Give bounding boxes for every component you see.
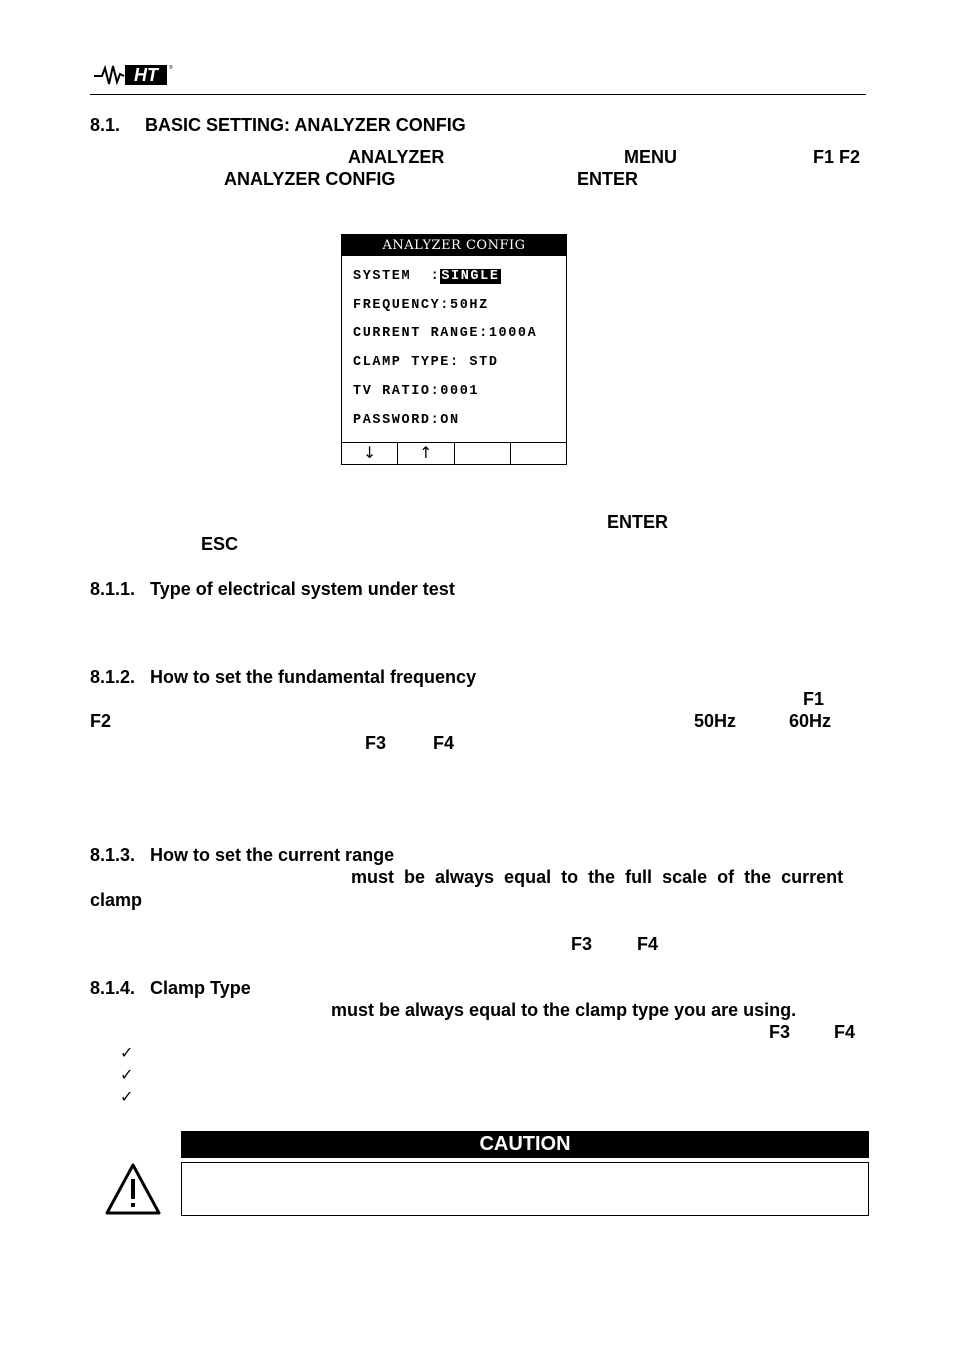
keyword-50hz: 50Hz — [694, 711, 737, 731]
keyword-f3: F3 — [365, 733, 387, 753]
logo-text: HT — [134, 65, 158, 85]
ht-logo — [92, 60, 172, 90]
check-icon: ✓ — [120, 1043, 134, 1062]
keyword-f4-3: F4 — [834, 1022, 856, 1042]
f1-down-arrow-icon: ↓ — [342, 443, 398, 465]
f2-up-arrow-icon: ↑ — [398, 443, 454, 465]
keyword-esc: ESC — [201, 534, 239, 554]
keyword-analyzer-config: ANALYZER CONFIG — [224, 169, 396, 189]
current-range-note: must be always equal to the full scale of the current — [351, 867, 844, 887]
system-row — [353, 268, 501, 286]
section-8-1-3-title: 8.1.3. How to set the current range — [90, 845, 395, 865]
function-key-bar — [342, 442, 566, 465]
keyword-f3-3: F3 — [769, 1022, 791, 1042]
frequency-row: FREQUENCY:50HZ — [353, 298, 489, 313]
section-8-1-title: 8.1. BASIC SETTING: ANALYZER CONFIG — [90, 115, 466, 135]
f3-key-slot — [455, 443, 511, 465]
check-icon: ✓ — [120, 1087, 134, 1106]
system-label: SYSTEM : — [353, 269, 441, 284]
keyword-f3-2: F3 — [571, 934, 593, 954]
analyzer-config-screen — [341, 234, 567, 465]
keyword-analyzer: ANALYZER — [348, 147, 445, 167]
keyword-f2: F2 — [90, 711, 112, 731]
keyword-enter: ENTER — [577, 169, 639, 189]
screen-title: ANALYZER CONFIG — [342, 235, 566, 256]
clamp-type-row: CLAMP TYPE: STD — [353, 355, 499, 370]
keyword-enter-2: ENTER — [607, 512, 669, 532]
caution-box — [181, 1162, 869, 1216]
password-row: PASSWORD:ON — [353, 413, 460, 428]
svg-text:®: ® — [169, 65, 173, 71]
warning-triangle-icon — [104, 1162, 162, 1216]
tv-ratio-row: TV RATIO:0001 — [353, 384, 480, 399]
clamp-type-note: must be always equal to the clamp type you are using. — [331, 1000, 797, 1020]
keyword-menu: MENU — [624, 147, 677, 167]
keyword-f1-f2: F1 F2 — [813, 147, 861, 167]
check-icon: ✓ — [120, 1065, 134, 1084]
header-rule — [90, 94, 866, 95]
keyword-f4-2: F4 — [637, 934, 659, 954]
current-range-note-end: clamp — [90, 890, 143, 910]
section-8-1-2-title: 8.1.2. How to set the fundamental frequency — [90, 667, 477, 687]
caution-title: CAUTION — [181, 1131, 869, 1158]
system-value: SINGLE — [441, 269, 500, 284]
f4-key-slot — [511, 443, 566, 465]
section-8-1-4-title: 8.1.4. Clamp Type — [90, 978, 251, 998]
keyword-f1: F1 — [803, 689, 825, 709]
current-range-row: CURRENT RANGE:1000A — [353, 326, 538, 341]
keyword-60hz: 60Hz — [789, 711, 832, 731]
section-8-1-1-title: 8.1.1. Type of electrical system under test — [90, 579, 455, 599]
keyword-f4: F4 — [433, 733, 455, 753]
